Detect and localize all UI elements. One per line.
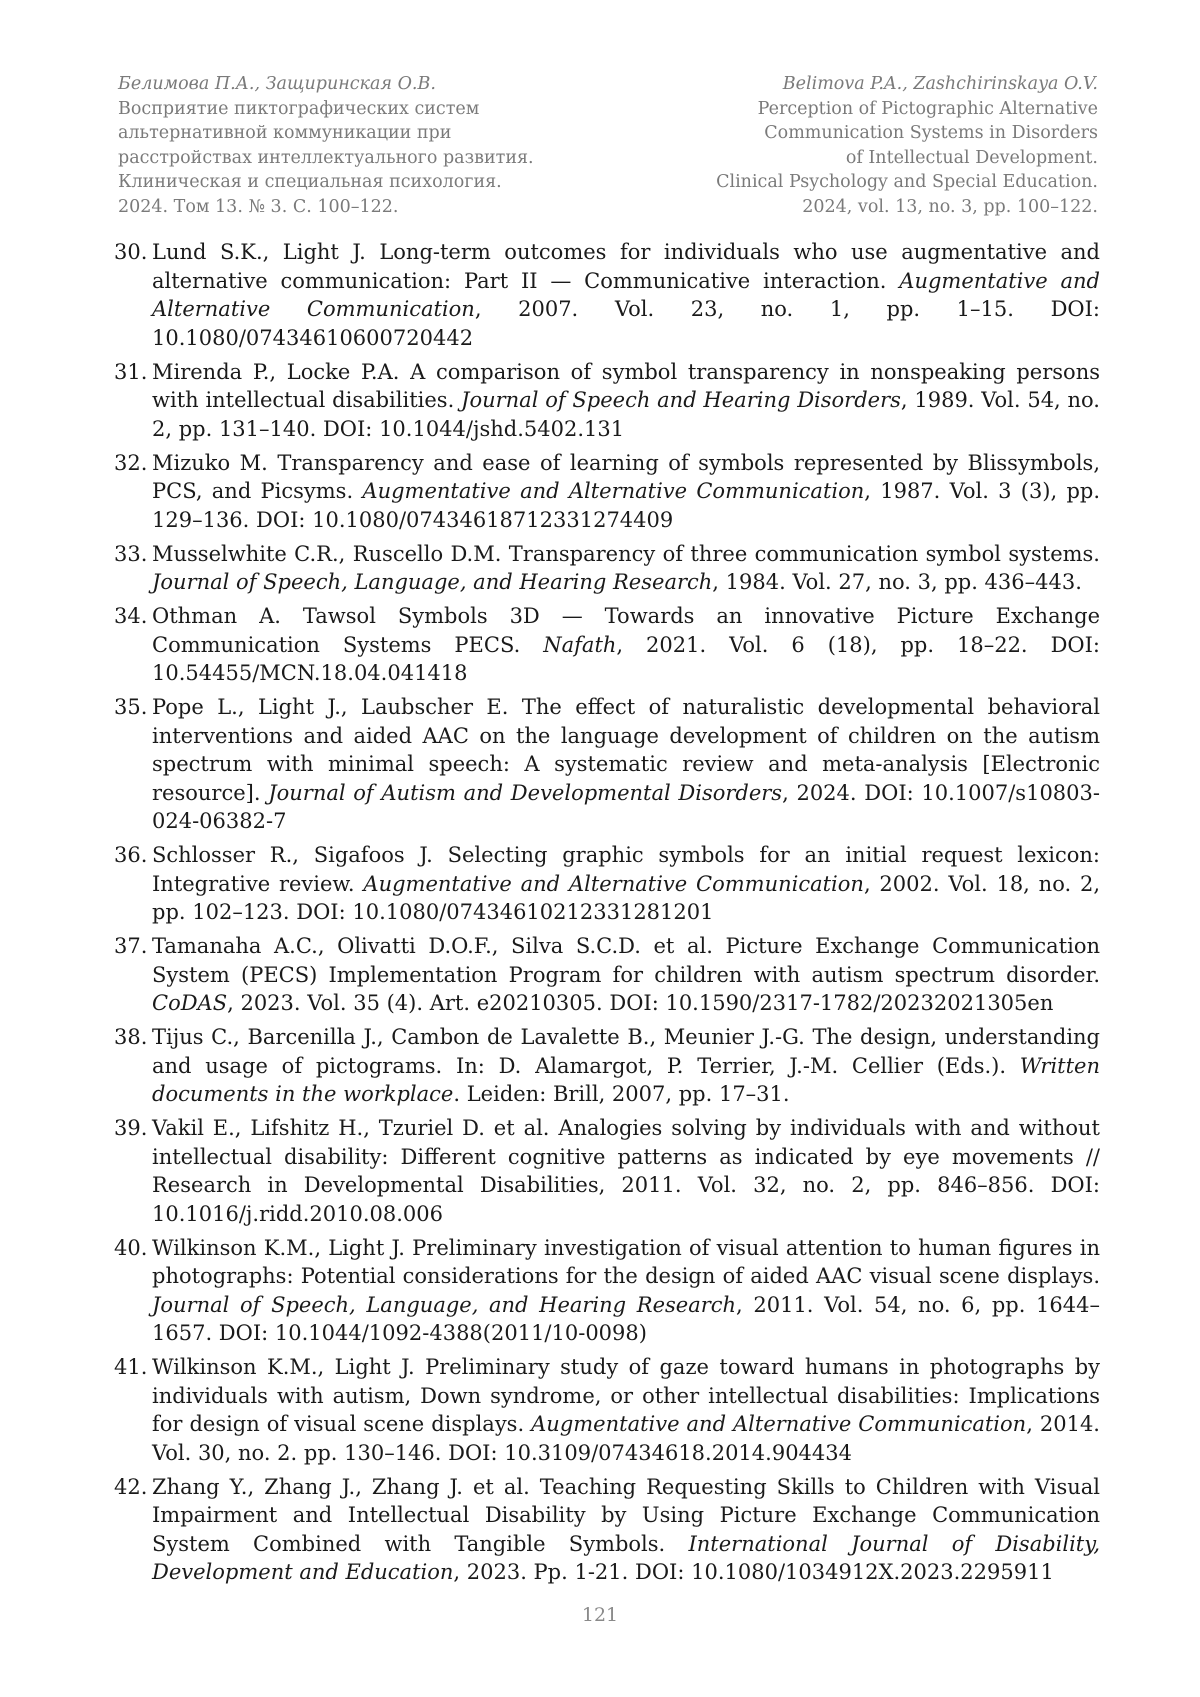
header-left-line: Клиническая и специальная психология.	[118, 172, 502, 192]
reference-number: 41.	[114, 1355, 148, 1379]
reference-item	[114, 1234, 1100, 1348]
reference-details: , 2011. Vol. 54, no. 6, pp. 1644–1657. DOI: 10.1044/1092-4388(2011/10-0098)	[152, 1292, 1100, 1345]
running-header-right	[716, 72, 1098, 219]
header-right-authors: Belimova P.A., Zashchirinskaya O.V.	[782, 74, 1098, 94]
reference-body: Zhang Y., Zhang J., Zhang J. et al. Teaching Requesting Skills to Children with Visual Impairment and Intellectual Disability by Using Picture Exchange Communication System Combined with Tangible Symbols.	[152, 1474, 1100, 1556]
reference-journal: Augmentative and Alternative Communication	[363, 871, 864, 896]
reference-body: Pope L., Light J., Laubscher E. The effect of naturalistic developmental behavioral interventions and aided AAC on the language development of children on the autism spectrum with minimal speech: A systematic review and meta-analysis [Electronic resource].	[152, 695, 1100, 805]
reference-body: Wilkinson K.M., Light J. Preliminary study of gaze toward humans in photographs by individuals with autism, Down syndrome, or other intellectual disabilities: Implications for design of visual scene displays.	[152, 1355, 1100, 1436]
reference-item	[114, 449, 1100, 535]
reference-body: Lund S.K., Light J. Long-term outcomes for individuals who use augmentative and alternative communication: Part II — Communicative interaction.	[152, 240, 1100, 293]
reference-item	[114, 358, 1100, 444]
reference-item	[114, 841, 1100, 927]
reference-details: , 2023. Vol. 35 (4). Art. e20210305. DOI: 10.1590/2317-1782/20232021305en	[227, 991, 1054, 1015]
reference-text	[152, 449, 1100, 535]
reference-body: Schlosser R., Sigafoos J. Selecting graphic symbols for an initial request lexicon: Integrative review.	[152, 843, 1100, 896]
reference-journal: Journal of Speech, Language, and Hearing Research	[152, 1292, 737, 1317]
reference-text	[152, 1473, 1100, 1587]
reference-journal: Nafath	[543, 632, 617, 657]
reference-body: Wilkinson K.M., Light J. Preliminary investigation of visual attention to human figures in photographs: Potential considerations for the design of aided AAC visual scene displays.	[152, 1235, 1100, 1288]
reference-details: . Leiden: Brill, 2007, pp. 17–31.	[453, 1082, 790, 1106]
reference-text	[152, 693, 1100, 836]
reference-body: Mizuko M. Transparency and ease of learning of symbols represented by Blissymbols, PCS, and Picsyms.	[152, 450, 1100, 503]
header-right-line: Communication Systems in Disorders	[764, 123, 1098, 143]
reference-item	[114, 693, 1100, 836]
reference-number: 42.	[114, 1474, 148, 1499]
reference-details: , 1989. Vol. 54, no. 2, pp. 131–140. DOI: 10.1044/jshd.5402.131	[152, 388, 1100, 441]
reference-number: 39.	[114, 1116, 148, 1140]
reference-text	[152, 932, 1100, 1018]
reference-item	[114, 1473, 1100, 1587]
header-left-line: Восприятие пиктографических систем	[118, 98, 480, 119]
header-right-line: of Intellectual Development.	[845, 147, 1098, 168]
reference-number: 37.	[114, 934, 148, 958]
reference-details: , 2014. Vol. 30, no. 2. pp. 130–146. DOI: 10.3109/07434618.2014.904434	[152, 1412, 1100, 1465]
reference-details: , 2007. Vol. 23, no. 1, pp. 1–15. DOI: 10.1080/07434610600720442	[152, 297, 1100, 350]
reference-text	[152, 841, 1100, 927]
reference-journal: Written documents in the workplace	[152, 1053, 1100, 1106]
reference-number: 35.	[114, 695, 148, 719]
reference-number: 33.	[114, 541, 148, 566]
reference-number: 34.	[114, 604, 148, 628]
reference-list	[114, 238, 1100, 1592]
reference-number: 32.	[114, 450, 148, 475]
reference-item	[114, 1114, 1100, 1228]
page-number: 121	[581, 1604, 619, 1626]
running-header	[118, 72, 1098, 219]
reference-item	[114, 238, 1100, 352]
reference-journal: CoDAS	[152, 991, 228, 1015]
reference-text	[152, 540, 1100, 597]
header-right-line: Perception of Pictographic Alternative	[757, 98, 1098, 119]
reference-number: 40.	[114, 1235, 148, 1260]
reference-body: Musselwhite C.R., Ruscello D.M. Transparency of three communication symbol systems.	[152, 541, 1100, 566]
reference-text	[152, 1234, 1100, 1348]
reference-number: 31.	[114, 359, 148, 384]
reference-journal: Augmentative and Alternative Communication	[152, 268, 1100, 321]
reference-number: 36.	[114, 843, 148, 867]
reference-item	[114, 602, 1100, 688]
reference-journal: Journal of Speech and Hearing Disorders	[461, 388, 901, 412]
reference-details: , 1984. Vol. 27, no. 3, pp. 436–443.	[712, 570, 1082, 594]
reference-journal: Augmentative and Alternative Communication	[531, 1412, 1027, 1436]
reference-item	[114, 1353, 1100, 1467]
reference-body: Vakil E., Lifshitz H., Tzuriel D. et al. Analogies solving by individuals with and without intellectual disability: Different cognitive patterns as indicated by eye movements // Research in Developmental Disabilities, 2011. Vol. 32, no. 2, pp. 846–856. DOI: 10.1016/j.ridd.2010.08.006	[152, 1116, 1100, 1226]
reference-details: , 2002. Vol. 18, no. 2, pp. 102–123. DOI: 10.1080/07434610212331281201	[152, 871, 1100, 924]
reference-journal: Augmentative and Alternative Communication	[362, 479, 865, 503]
reference-body: Tamanaha A.C., Olivatti D.O.F., Silva S.C.D. et al. Picture Exchange Communication System (PECS) Implementation Program for children with autism spectrum disorder.	[152, 934, 1100, 987]
reference-text	[152, 1353, 1100, 1467]
reference-details: , 1987. Vol. 3 (3), pp. 129–136. DOI: 10.1080/07434618712331274409	[152, 479, 1101, 532]
reference-text	[152, 358, 1100, 444]
reference-text	[152, 1023, 1100, 1109]
reference-text	[152, 1114, 1100, 1228]
reference-details: , 2021. Vol. 6 (18), pp. 18–22. DOI: 10.54455/MCN.18.04.041418	[152, 632, 1101, 685]
reference-body: Tijus C., Barcenilla J., Cambon de Lavalette B., Meunier J.-G. The design, understanding and usage of pictograms. In: D. Alamargot, P. Terrier, J.-M. Cellier (Eds.).	[152, 1025, 1100, 1078]
header-left-line: расстройствах интеллектуального развития.	[118, 147, 534, 168]
reference-details: , 2024. DOI: 10.1007/s10803-024-06382-7	[152, 780, 1100, 833]
reference-text	[152, 602, 1100, 688]
reference-details: , 2023. Pp. 1-21. DOI: 10.1080/1034912X.2023.2295911	[453, 1560, 1054, 1584]
header-left-authors: Белимова П.А., Защиринская О.В.	[118, 74, 436, 94]
reference-body: Mirenda P., Locke P.A. A comparison of symbol transparency in nonspeaking persons with intellectual disabilities.	[152, 359, 1100, 412]
reference-number: 38.	[114, 1025, 148, 1049]
reference-number: 30.	[114, 240, 148, 264]
reference-body: Othman A. Tawsol Symbols 3D — Towards an innovative Picture Exchange Communication Systems PECS.	[152, 604, 1100, 657]
reference-item	[114, 540, 1100, 597]
reference-journal: Journal of Autism and Developmental Disorders	[268, 780, 783, 805]
reference-journal: International Journal of Disability, Development and Education	[152, 1531, 1100, 1584]
reference-item	[114, 932, 1100, 1018]
header-left-line: альтернативной коммуникации при	[118, 123, 452, 143]
header-left-line: 2024. Том 13. № 3. С. 100–122.	[118, 196, 399, 217]
header-right-line: 2024, vol. 13, no. 3, pp. 100–122.	[802, 196, 1098, 217]
running-header-left	[118, 72, 534, 219]
reference-text	[152, 238, 1100, 352]
header-right-line: Clinical Psychology and Special Education.	[716, 172, 1098, 192]
reference-item	[114, 1023, 1100, 1109]
reference-journal: Journal of Speech, Language, and Hearing Research	[152, 570, 713, 594]
